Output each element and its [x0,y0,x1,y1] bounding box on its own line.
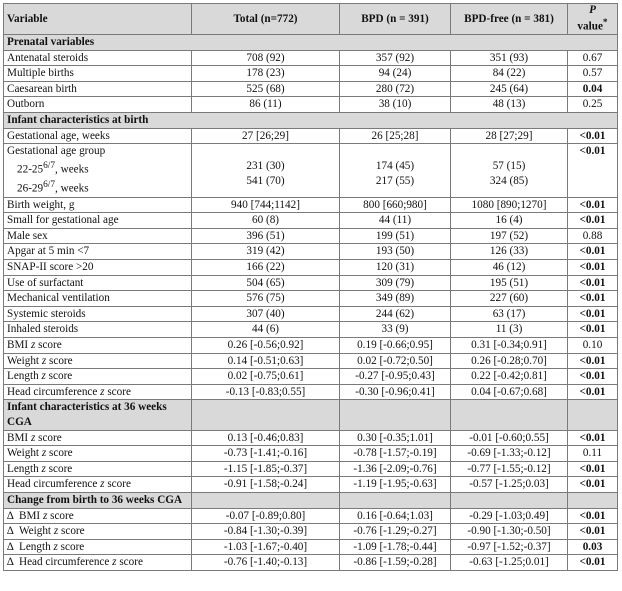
cell-p-value: 0.88 [568,228,618,244]
row-label: Mechanical ventilation [4,291,192,307]
table-row [4,260,618,276]
label-z: z [41,370,46,383]
cell-total: -0.84 [-1.30;-0.39] [192,524,340,540]
section-at-36-weeks: Infant characteristics at 36 weeks CGA [4,400,192,430]
section-change: Change from birth to 36 weeks CGA [4,492,192,508]
row-label: Multiple births [4,66,192,82]
section-empty-cell [192,492,340,508]
label-z: z [53,525,59,538]
cell-bpd: 349 (89) [340,291,451,307]
cell-bpd-free: -0.77 [-1.55;-0.12] [451,461,568,477]
row-label: Gestational age, weeks [4,128,192,144]
header-p-mark: * [602,18,608,29]
cell-bpd: 193 (50) [340,244,451,260]
cell-p-value: 0.03 [568,539,618,555]
cell-total: -0.76 [-1.40;-0.13] [192,555,340,571]
label-suffix: score [104,478,131,491]
cell-p-value: <0.01 [568,384,618,400]
cell-bpd: 33 (9) [340,322,451,338]
row-label [4,508,192,524]
row-label [4,555,192,571]
cell-total: -1.15 [-1.85;-0.37] [192,461,340,477]
cell-bpd-free: 126 (33) [451,244,568,260]
cell-p-value: <0.01 [568,555,618,571]
cell-total [192,144,340,197]
cell-bpd-free: -0.29 [-1.03;0.49] [451,508,568,524]
cell-total: 319 (42) [192,244,340,260]
table-row [4,291,618,307]
cell-total: 0.13 [-0.46;0.83] [192,430,340,446]
cell-total: 178 (23) [192,66,340,82]
header-bpd-free: BPD-free (n = 381) [451,4,568,35]
row-label [4,539,192,555]
table-row [4,128,618,144]
label-suffix: score [116,556,143,569]
cell-bpd-free: 46 (12) [451,260,568,276]
cell-p-value: <0.01 [568,260,618,276]
table-row [4,477,618,493]
table-row [4,508,618,524]
table-row [4,306,618,322]
cell-bpd: 38 (10) [340,97,451,113]
cell-bpd-free: -0.57 [-1.25;0.03] [451,477,568,493]
table-row [4,228,618,244]
ga-group-1-sup: 6/7 [43,161,56,172]
cell-bpd-free: 28 [27;29] [451,128,568,144]
cell-bpd: 44 (11) [340,213,451,229]
row-label [4,369,192,385]
label-suffix: score [104,385,131,398]
section-at-birth: Infant characteristics at birth [4,112,618,128]
cell-bpd-free: -0.01 [-0.60;0.55] [451,430,568,446]
cell-bpd-free: 1080 [890;1270] [451,197,568,213]
label-prefix: Weight [7,447,42,460]
cell-bpd-free: 0.26 [-0.28;0.70] [451,353,568,369]
cell-bpd: 357 (92) [340,50,451,66]
cell-bpd: -0.30 [-0.96;0.41] [340,384,451,400]
header-p-suffix: value [577,20,603,33]
cell-p-value: <0.01 [568,461,618,477]
cell-bpd-free: 0.22 [-0.42;0.81] [451,369,568,385]
label-z: z [41,354,47,367]
delta-symbol: ∆ [7,556,14,569]
header-total: Total (n=772) [192,4,340,35]
header-variable: Variable [4,4,192,35]
cell-bpd: -0.27 [-0.95;0.43] [340,369,451,385]
table-row [4,430,618,446]
label-prefix: BMI [7,338,31,351]
cell-bpd: -1.19 [-1.95;-0.63] [340,477,451,493]
cell-p-value: 0.04 [568,81,618,97]
delta-symbol: ∆ [7,509,14,522]
label-prefix: Head circumference [7,385,101,398]
cell-bpd: -0.76 [-1.29;-0.27] [340,524,451,540]
cell-p-value: 0.67 [568,50,618,66]
cell-bpd-free: 11 (3) [451,322,568,338]
table-row [4,337,618,353]
delta-symbol: ∆ [7,525,14,538]
cell-total: 60 (8) [192,213,340,229]
ga-group-1-suffix: , weeks [55,163,89,176]
ga-group-line-1 [7,159,188,178]
row-label [4,477,192,493]
label-suffix: score [46,447,73,460]
table-row [4,275,618,291]
cell-p-value: <0.01 [568,430,618,446]
delta-symbol: ∆ [7,540,14,553]
row-label: Inhaled steroids [4,322,192,338]
row-label [4,446,192,462]
row-label: Caesarean birth [4,81,192,97]
cell-bpd-free: 48 (13) [451,97,568,113]
header-p-italic: P [589,4,596,17]
cell-p-value: <0.01 [568,244,618,260]
label-z: z [100,478,105,491]
cell-total: 0.14 [-0.51;0.63] [192,353,340,369]
cell-total: 307 (40) [192,306,340,322]
cell-p-value: <0.01 [568,322,618,338]
cell-bpd-free: 63 (17) [451,306,568,322]
row-label [4,337,192,353]
cell-total: -0.13 [-0.83;0.55] [192,384,340,400]
section-empty-cell [568,400,618,430]
table-row [4,81,618,97]
cell-bpd: 0.16 [-0.64;1.03] [340,508,451,524]
characteristics-table [3,3,618,571]
cell-total: 27 [26;29] [192,128,340,144]
section-empty-cell [340,492,451,508]
cell-bpd: -0.86 [-1.59;-0.28] [340,555,451,571]
cell-p-value: <0.01 [568,291,618,307]
cell-p-value: <0.01 [568,524,618,540]
cell-total-2: 541 (70) [246,175,285,188]
ga-group-title: Gestational age group [7,145,106,158]
section-empty-cell [340,400,451,430]
table-row [4,369,618,385]
cell-bpd-1: 174 (45) [375,160,415,173]
ga-group-1-label: 22-25 [17,163,44,176]
ga-group-2-suffix: , weeks [55,182,89,195]
label-z: z [42,509,48,522]
section-row [4,35,618,51]
label-prefix: Head circumference [7,478,101,491]
row-label: Male sex [4,228,192,244]
cell-p-value: <0.01 [568,353,618,369]
table-row [4,353,618,369]
cell-bpd: 94 (24) [340,66,451,82]
cell-bpd-free-2: 324 (85) [489,175,529,188]
row-label: Outborn [4,97,192,113]
table-row [4,213,618,229]
label-prefix: BMI [19,509,43,522]
row-label: Birth weight, g [4,197,192,213]
row-label: Small for gestational age [4,213,192,229]
label-suffix: score [35,431,62,444]
section-empty-cell [192,400,340,430]
cell-bpd-free: 0.31 [-0.34;0.91] [451,337,568,353]
row-label: Use of surfactant [4,275,192,291]
section-empty-cell [568,492,618,508]
cell-bpd: 0.19 [-0.66;0.95] [340,337,451,353]
label-z: z [30,431,36,444]
cell-p-value: <0.01 [568,144,618,197]
table-row [4,539,618,555]
cell-p-value: <0.01 [568,275,618,291]
cell-total: -0.73 [-1.41;-0.16] [192,446,340,462]
cell-bpd: -0.78 [-1.57;-0.19] [340,446,451,462]
row-label [4,461,192,477]
cell-bpd: 244 (62) [340,306,451,322]
cell-bpd: 0.30 [-0.35;1.01] [340,430,451,446]
cell-total: 504 (65) [192,275,340,291]
label-z: z [53,540,58,553]
table-row [4,244,618,260]
label-z: z [41,447,47,460]
row-label [4,353,192,369]
cell-total: 0.02 [-0.75;0.61] [192,369,340,385]
header-row [4,4,618,35]
cell-bpd-free: 351 (93) [451,50,568,66]
cell-p-value: <0.01 [568,477,618,493]
section-empty-cell [451,492,568,508]
cell-bpd [340,144,451,197]
cell-total: -1.03 [-1.67;-0.40] [192,539,340,555]
row-label: Systemic steroids [4,306,192,322]
label-suffix: score [47,509,74,522]
label-z: z [100,385,105,398]
cell-total: 0.26 [-0.56;0.92] [192,337,340,353]
label-prefix: Head circumference [19,556,113,569]
cell-bpd: 26 [25;28] [340,128,451,144]
cell-p-value: 0.57 [568,66,618,82]
table-row [4,461,618,477]
cell-bpd: 280 (72) [340,81,451,97]
table-row [4,144,618,197]
table-row [4,50,618,66]
cell-bpd-free: 84 (22) [451,66,568,82]
table-row [4,66,618,82]
cell-total: 525 (68) [192,81,340,97]
ga-group-2-sup: 6/7 [43,179,56,190]
cell-bpd-2: 217 (55) [375,175,415,188]
cell-total: 396 (51) [192,228,340,244]
section-empty-cell [451,400,568,430]
cell-bpd-free: -0.97 [-1.52;-0.37] [451,539,568,555]
cell-p-value: 0.10 [568,337,618,353]
table-row [4,384,618,400]
label-suffix: score [45,462,73,475]
cell-bpd: 199 (51) [340,228,451,244]
cell-bpd-free [451,144,568,197]
cell-p-value: <0.01 [568,306,618,322]
cell-bpd: -1.09 [-1.78;-0.44] [340,539,451,555]
cell-bpd-free: -0.63 [-1.25;0.01] [451,555,568,571]
cell-bpd: 309 (79) [340,275,451,291]
label-z: z [41,462,46,475]
cell-total: 44 (6) [192,322,340,338]
table-row [4,97,618,113]
row-label [4,430,192,446]
table-row [4,524,618,540]
label-prefix: Length [7,462,42,475]
row-label [4,524,192,540]
row-label: SNAP-II score >20 [4,260,192,276]
cell-bpd-free: -0.69 [-1.33;-0.12] [451,446,568,462]
label-suffix: score [45,370,73,383]
cell-total: 576 (75) [192,291,340,307]
section-row [4,400,618,430]
cell-bpd-free: 195 (51) [451,275,568,291]
cell-total: 940 [744;1142] [192,197,340,213]
header-bpd: BPD (n = 391) [340,4,451,35]
label-z: z [112,556,117,569]
label-suffix: score [57,540,85,553]
table-row [4,446,618,462]
cell-total: 166 (22) [192,260,340,276]
cell-p-value: 0.11 [568,446,618,462]
cell-bpd: 800 [660;980] [340,197,451,213]
cell-p-value: <0.01 [568,213,618,229]
cell-bpd-free: -0.90 [-1.30;-0.50] [451,524,568,540]
table-row [4,555,618,571]
row-label [4,384,192,400]
section-prenatal: Prenatal variables [4,35,618,51]
cell-bpd-free: 0.04 [-0.67;0.68] [451,384,568,400]
cell-total: 708 (92) [192,50,340,66]
cell-bpd: -1.36 [-2.09;-0.76] [340,461,451,477]
cell-bpd-free: 16 (4) [451,213,568,229]
row-label-ga-group [4,144,192,197]
cell-p-value: <0.01 [568,128,618,144]
label-prefix: BMI [7,431,31,444]
label-suffix: score [46,354,73,367]
ga-group-line-2 [7,178,188,197]
label-prefix: Weight [7,354,42,367]
cell-p-value: 0.25 [568,97,618,113]
label-z: z [30,338,36,351]
cell-bpd: 120 (31) [340,260,451,276]
label-suffix: score [35,338,62,351]
label-prefix: Length [19,540,54,553]
cell-p-value: <0.01 [568,508,618,524]
cell-total: -0.07 [-0.89;0.80] [192,508,340,524]
row-label: Antenatal steroids [4,50,192,66]
cell-total: -0.91 [-1.58;-0.24] [192,477,340,493]
table-row [4,322,618,338]
label-prefix: Length [7,370,42,383]
row-label: Apgar at 5 min <7 [4,244,192,260]
cell-total-1: 231 (30) [246,160,285,173]
cell-p-value: <0.01 [568,197,618,213]
label-suffix: score [58,525,85,538]
label-prefix: Weight [19,525,54,538]
cell-bpd: 0.02 [-0.72;0.50] [340,353,451,369]
cell-p-value: <0.01 [568,369,618,385]
section-row [4,112,618,128]
cell-bpd-free: 197 (52) [451,228,568,244]
header-p-value [568,4,618,35]
cell-bpd-free-1: 57 (15) [492,160,526,173]
cell-total: 86 (11) [192,97,340,113]
section-row [4,492,618,508]
ga-group-2-label: 26-29 [17,182,44,195]
cell-bpd-free: 227 (60) [451,291,568,307]
cell-bpd-free: 245 (64) [451,81,568,97]
table-row [4,197,618,213]
